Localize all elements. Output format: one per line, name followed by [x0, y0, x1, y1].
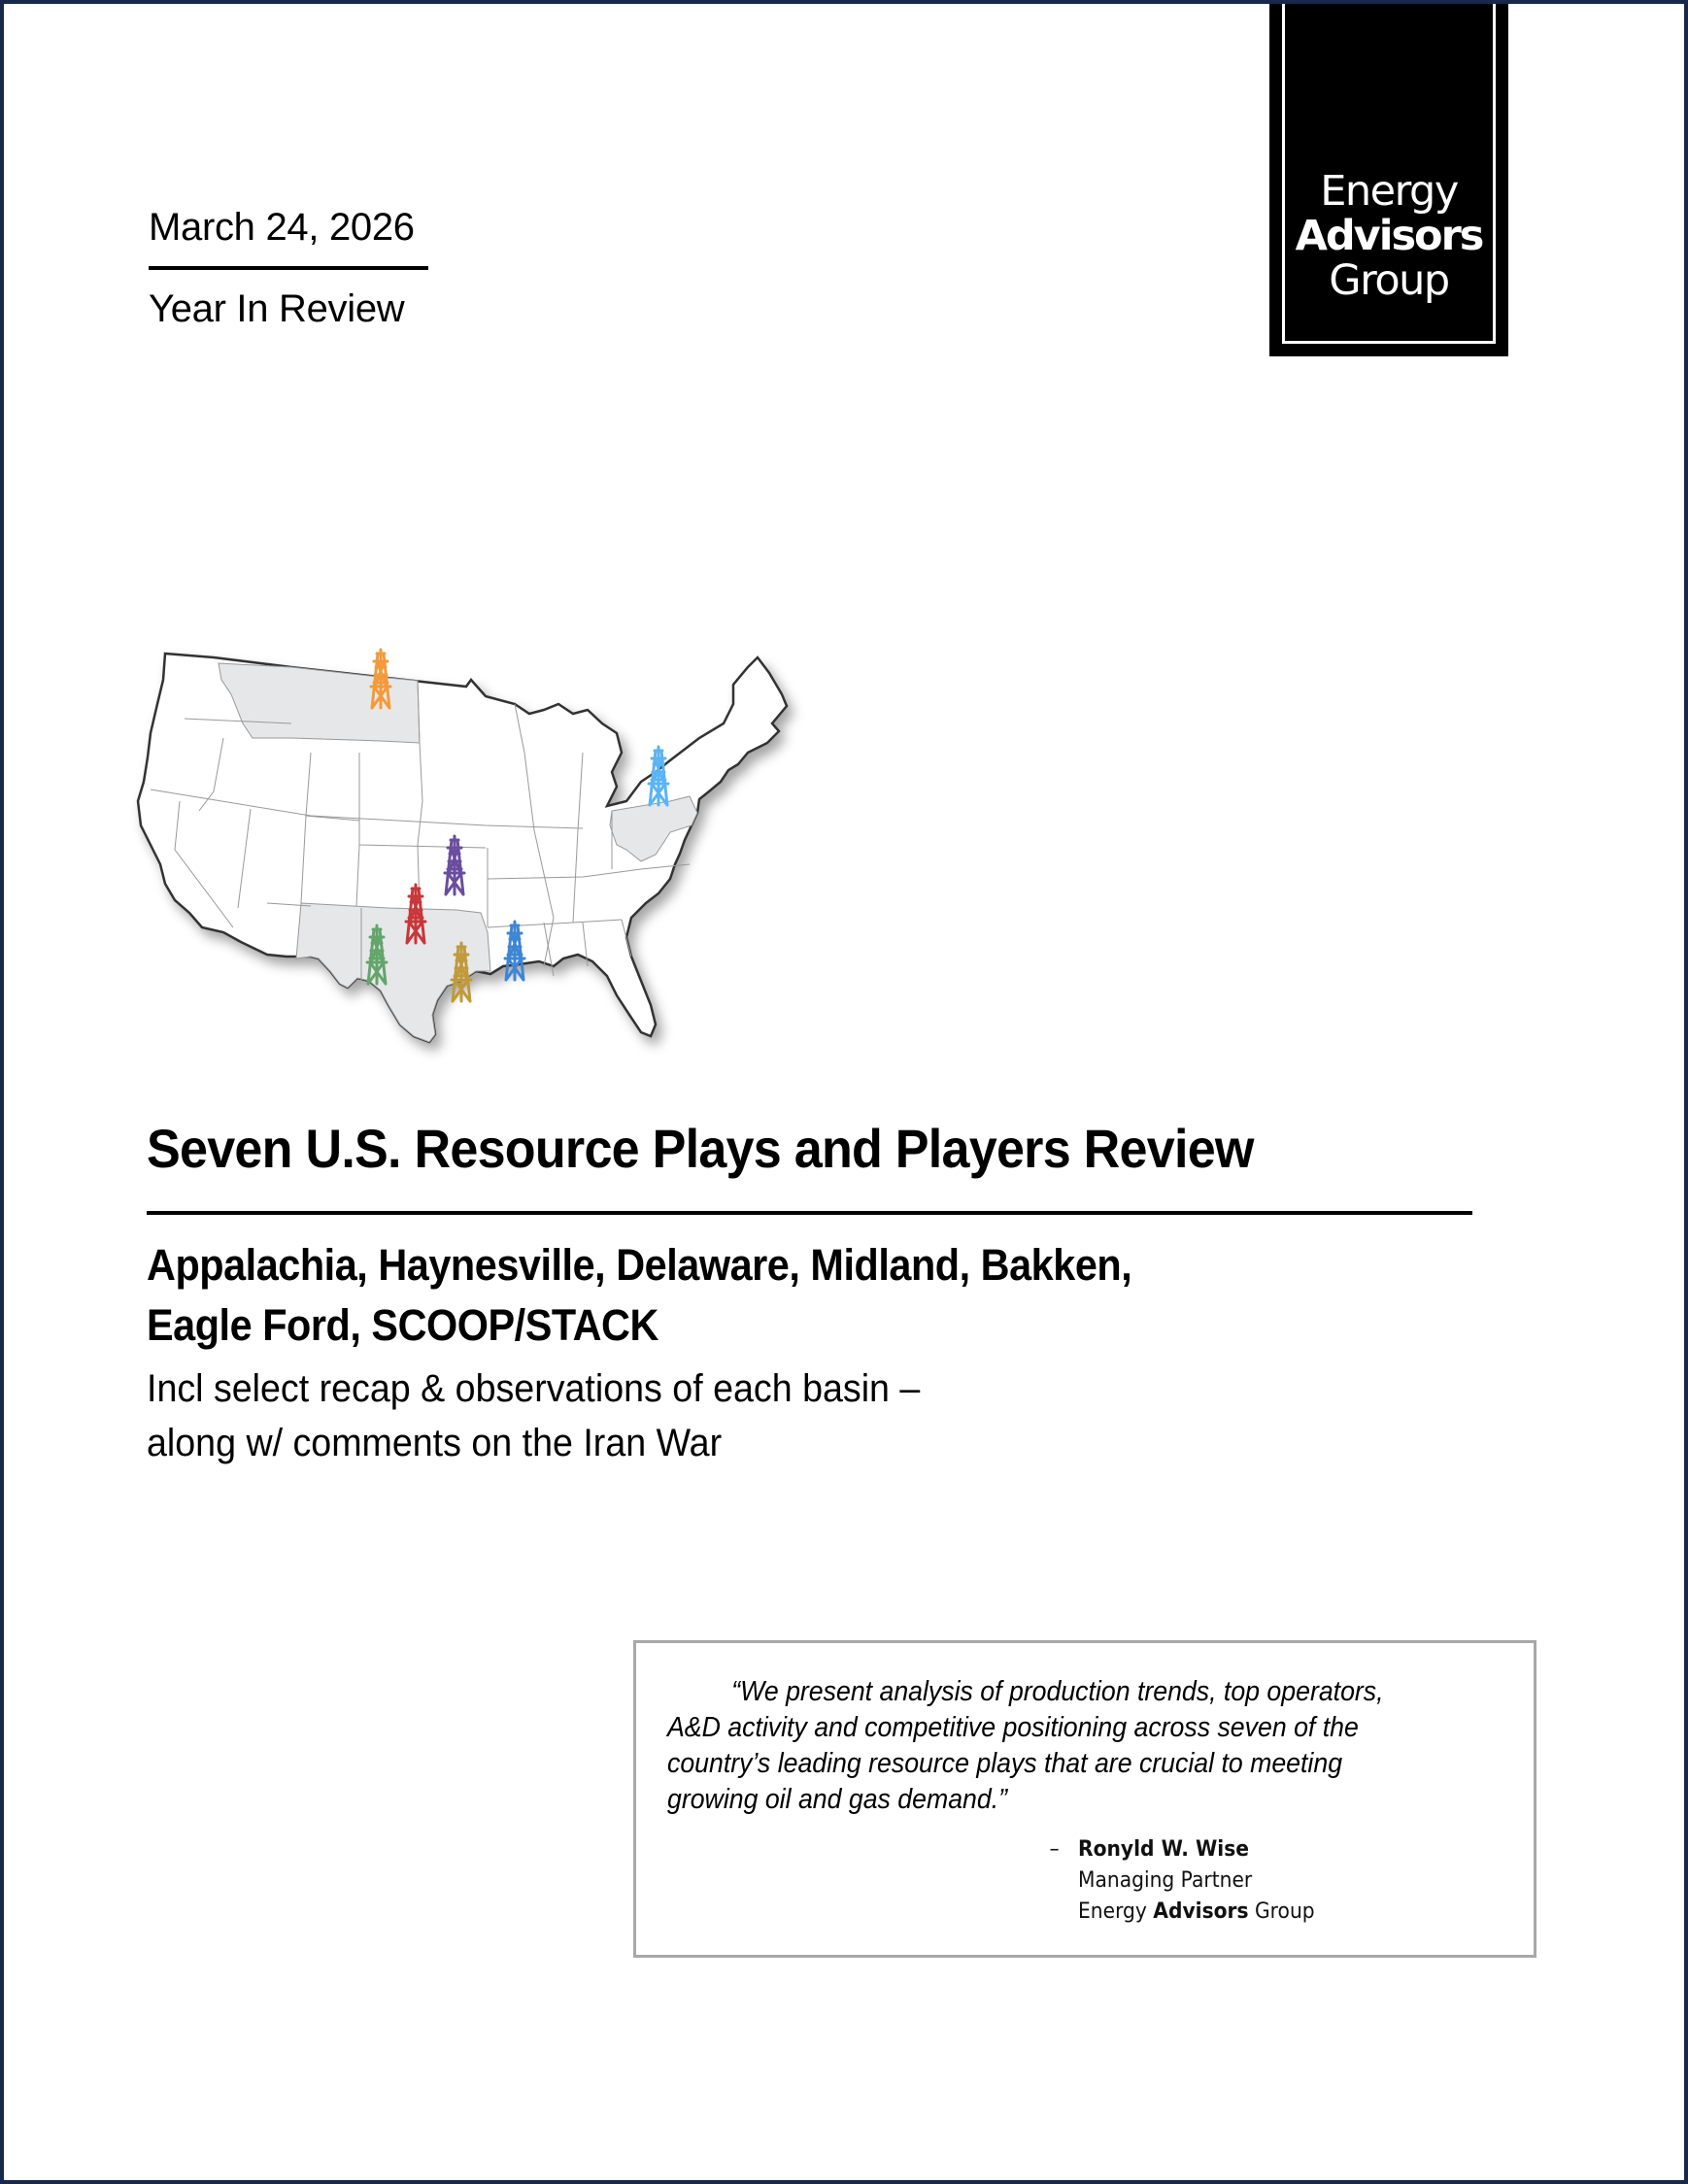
- us-resource-map: [126, 646, 806, 1073]
- logo-line-advisors: Advisors: [1295, 212, 1483, 260]
- author-org-post: Group: [1248, 1899, 1315, 1924]
- logo-line-group: Group: [1329, 256, 1449, 305]
- report-description: [147, 1361, 920, 1470]
- description-line-2: along w/ comments on the Iran War: [147, 1422, 723, 1464]
- company-logo: [1269, 4, 1508, 356]
- report-date: March 24, 2026: [149, 206, 415, 249]
- date-block: [149, 204, 440, 332]
- bakken-derrick-icon: [371, 650, 390, 708]
- us-map-graphic: [126, 646, 806, 1073]
- basin-list-line-2: Eagle Ford, SCOOP/STACK: [147, 1300, 658, 1350]
- author-org-pre: Energy: [1078, 1899, 1154, 1924]
- description-line-1: Incl select recap & observations of each basin –: [147, 1367, 921, 1410]
- logo-line-energy: Energy: [1320, 167, 1458, 216]
- quote-text: [667, 1674, 1454, 1818]
- title-divider: [147, 1211, 1472, 1215]
- document-type: Year In Review: [149, 287, 405, 330]
- quote-attribution: [1049, 1834, 1315, 1928]
- report-title: Seven U.S. Resource Plays and Players Review: [147, 1118, 1254, 1179]
- attribution-dash: –: [1049, 1837, 1060, 1862]
- author-org-bold: Advisors: [1153, 1899, 1249, 1924]
- quote-line-4: growing oil and gas demand.”: [667, 1784, 1008, 1815]
- quote-line-2: A&D activity and competitive positioning across seven of the: [667, 1712, 1359, 1743]
- quote-line-3: country’s leading resource plays that are crucial to meeting: [667, 1748, 1343, 1779]
- author-org: [1078, 1897, 1315, 1928]
- appalachia-derrick-icon: [649, 747, 668, 805]
- basin-list: [147, 1235, 1131, 1356]
- logo-text: [1269, 169, 1508, 303]
- date-divider: [149, 266, 428, 270]
- quote-box: [633, 1640, 1536, 1958]
- quote-line-1: “We present analysis of production trends, top operators,: [731, 1676, 1384, 1707]
- author-name: Ronyld W. Wise: [1078, 1837, 1250, 1862]
- basin-list-line-1: Appalachia, Haynesville, Delaware, Midland, Bakken,: [147, 1240, 1132, 1290]
- author-role: Managing Partner: [1078, 1868, 1253, 1893]
